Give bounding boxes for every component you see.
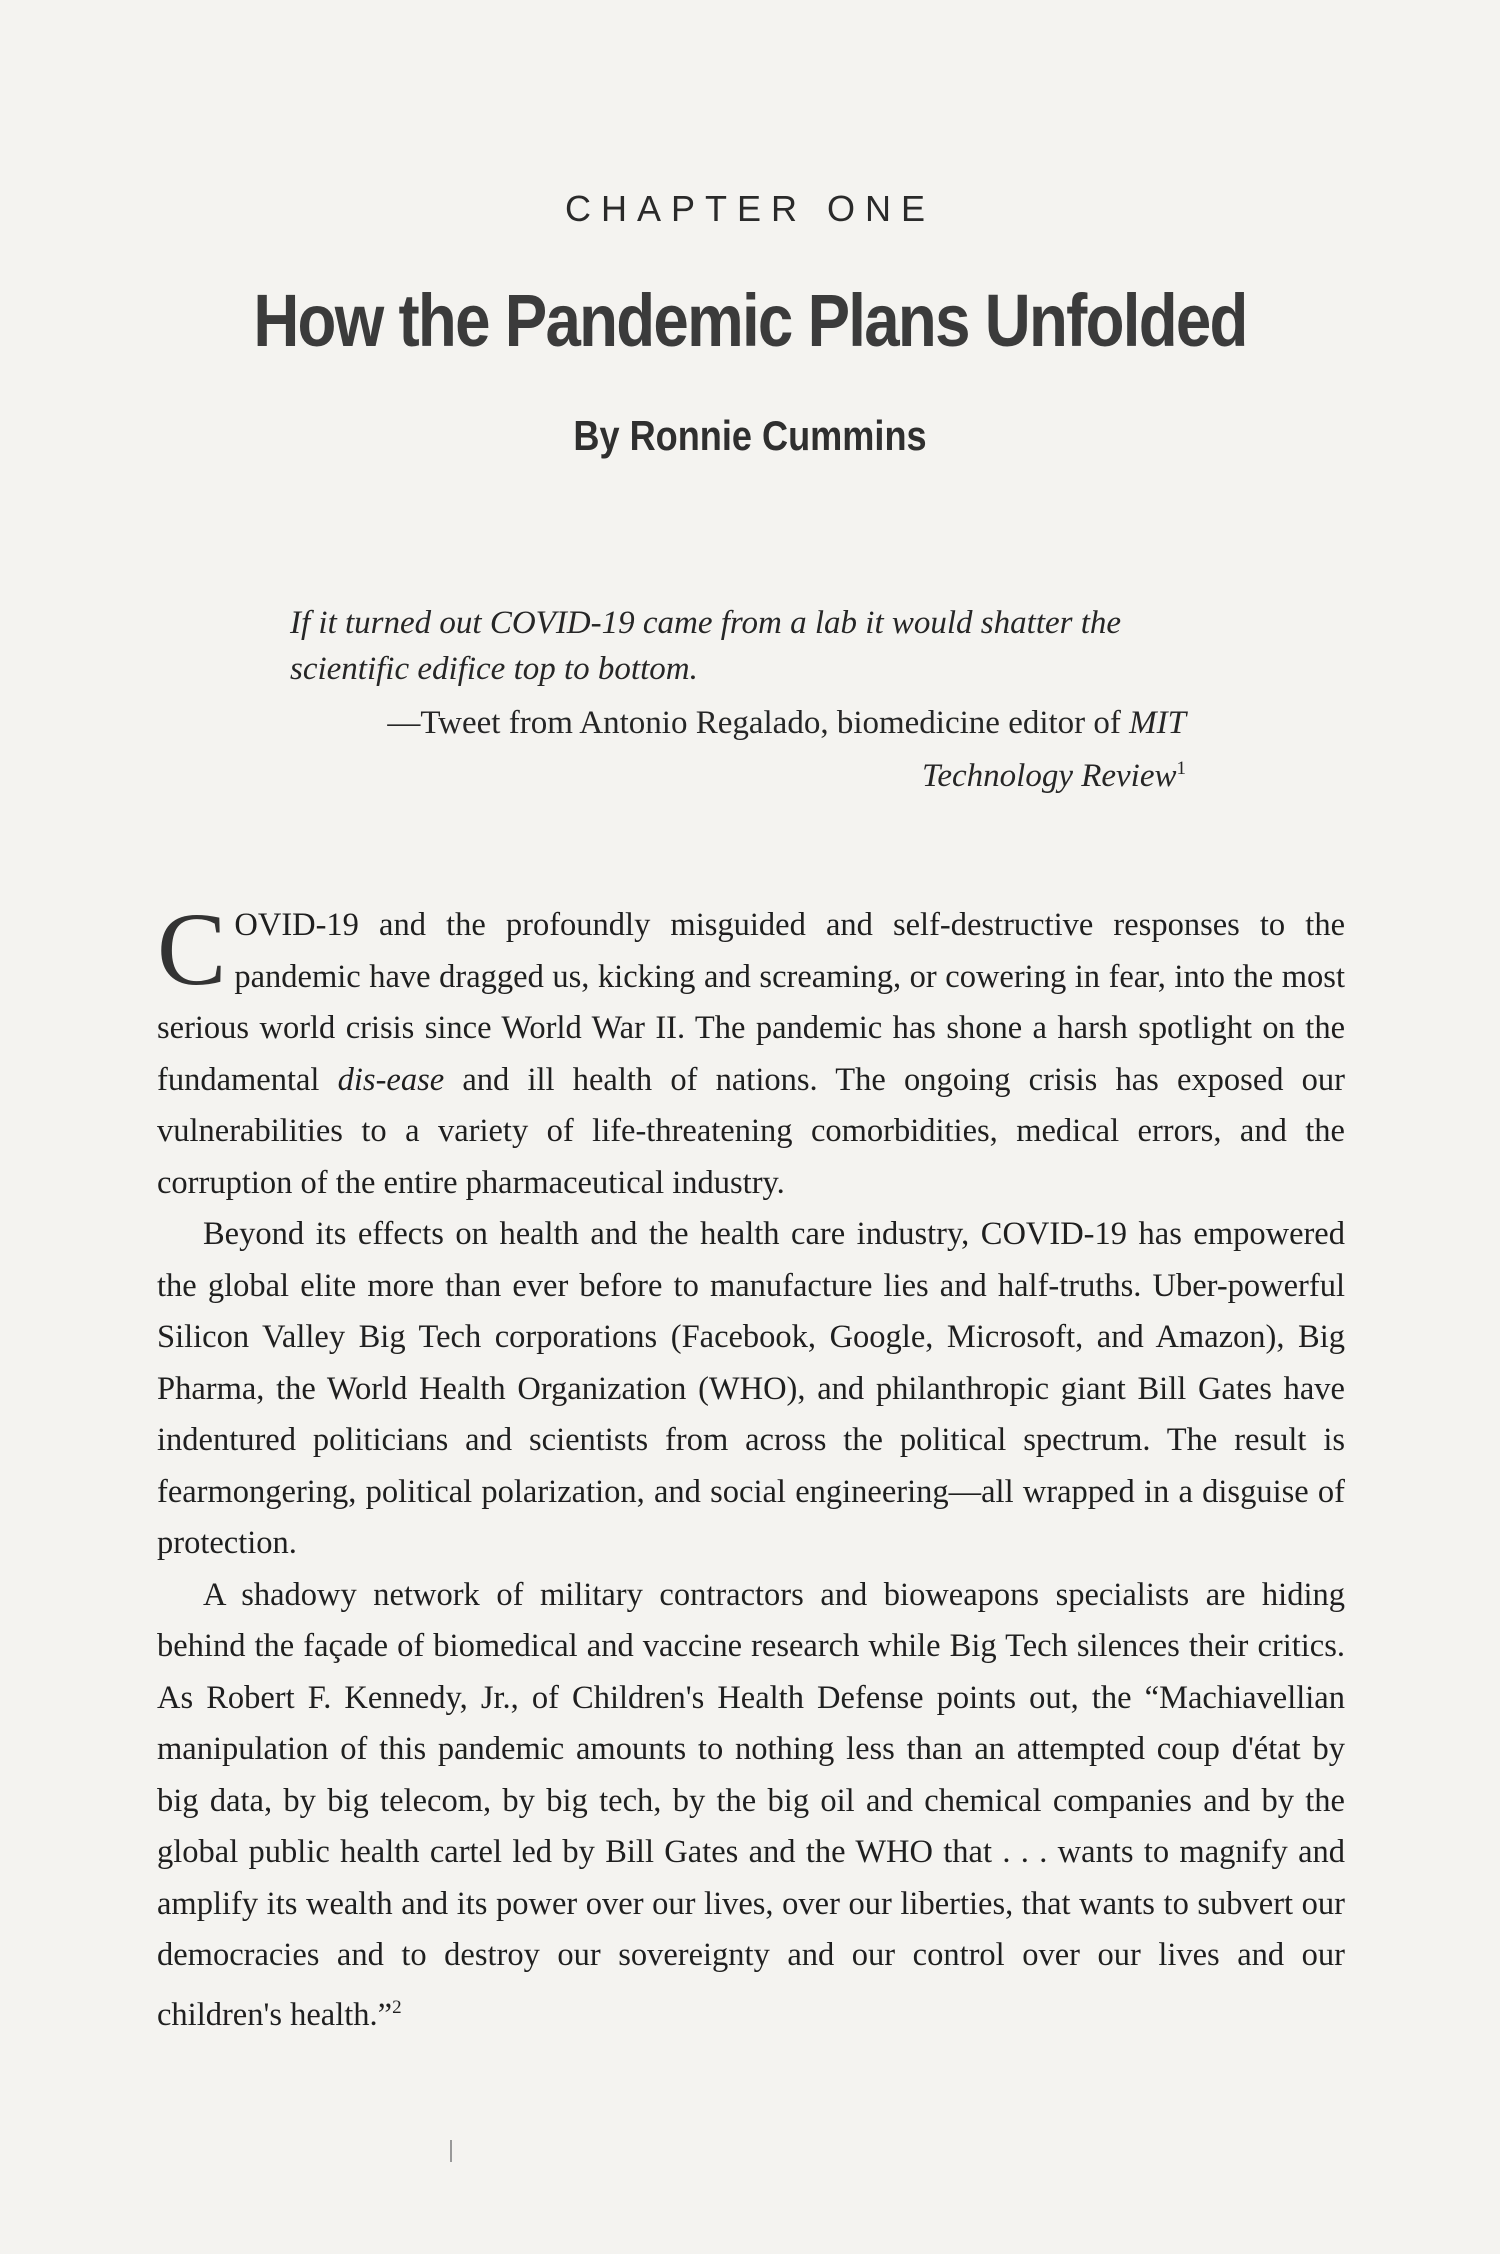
epigraph-attribution-text: —Tweet from Antonio Regalado, biomedicine editor of — [387, 705, 1130, 741]
paragraph-1-text-b: and ill health of nations. The ongoing crisis has exposed our vulnerabilities to a variety of life-threatening comorbidities, medical errors, and the corruption of the entire pharmaceutical industry. — [157, 1061, 1346, 1201]
epigraph-attribution — [290, 700, 1190, 799]
paragraph-1-emphasis: dis-ease — [337, 1061, 445, 1098]
epigraph-source: MIT Technology Review — [922, 705, 1186, 794]
paragraph-1-text-a: OVID-19 and the profoundly misguided and self-destructive responses to the pandemic have dragged us, kicking and screaming, or cowering in fear, into the most serious world crisis since World War II. The pandemic has shone a harsh spotlight on the fundamental — [157, 907, 1345, 1098]
drop-cap: C — [157, 892, 227, 1007]
paragraph-1 — [157, 892, 1346, 1209]
paragraph-3-text: A shadowy network of military contractors and bioweapons specialists are hiding behind the façade of biomedical and vaccine research while Big Tech silences their critics. As Robert F. Kennedy, Jr., of Children's Health Defense points out, the “Machiavellian manipulation of this pandemic amounts to nothing less than an attempted coup d'état by big data, by big telecom, by big tech, by the big oil and chemical companies and by the global public health cartel led by Bill Gates and the WHO that . . . wants to magnify and amplify its wealth and its power over our lives, over our liberties, that wants to subvert our democracies and to destroy our sovereignty and our control over our lives and our children's health.” — [157, 1576, 1345, 2033]
chapter-body — [157, 892, 1346, 2041]
epigraph — [290, 600, 1190, 799]
author-byline: By Ronnie Cummins — [573, 412, 927, 459]
paragraph-3 — [157, 1570, 1345, 2041]
scan-mark — [450, 2140, 452, 2162]
epigraph-quote: If it turned out COVID-19 came from a lab it would shatter the scientific edifice top to bottom. — [290, 605, 1122, 687]
footnote-marker: 1 — [1176, 758, 1186, 779]
chapter-label: CHAPTER ONE — [564, 188, 936, 229]
chapter-title: How the Pandemic Plans Unfolded — [253, 279, 1247, 362]
footnote-marker: 2 — [392, 1996, 402, 2018]
paragraph-2: Beyond its effects on health and the health care industry, COVID-19 has empowered the global elite more than ever before to manufacture lies and half-truths. Uber-powerful Silicon Valley Big Tech corporations (Facebook, Google, Microsoft, and Amazon), Big Pharma, the World Health Organization (WHO), and philanthropic giant Bill Gates have indentured politicians and scientists from across the political spectrum. The result is fearmongering, political polarization, and social engineering—all wrapped in a disguise of protection. — [157, 1216, 1345, 1561]
